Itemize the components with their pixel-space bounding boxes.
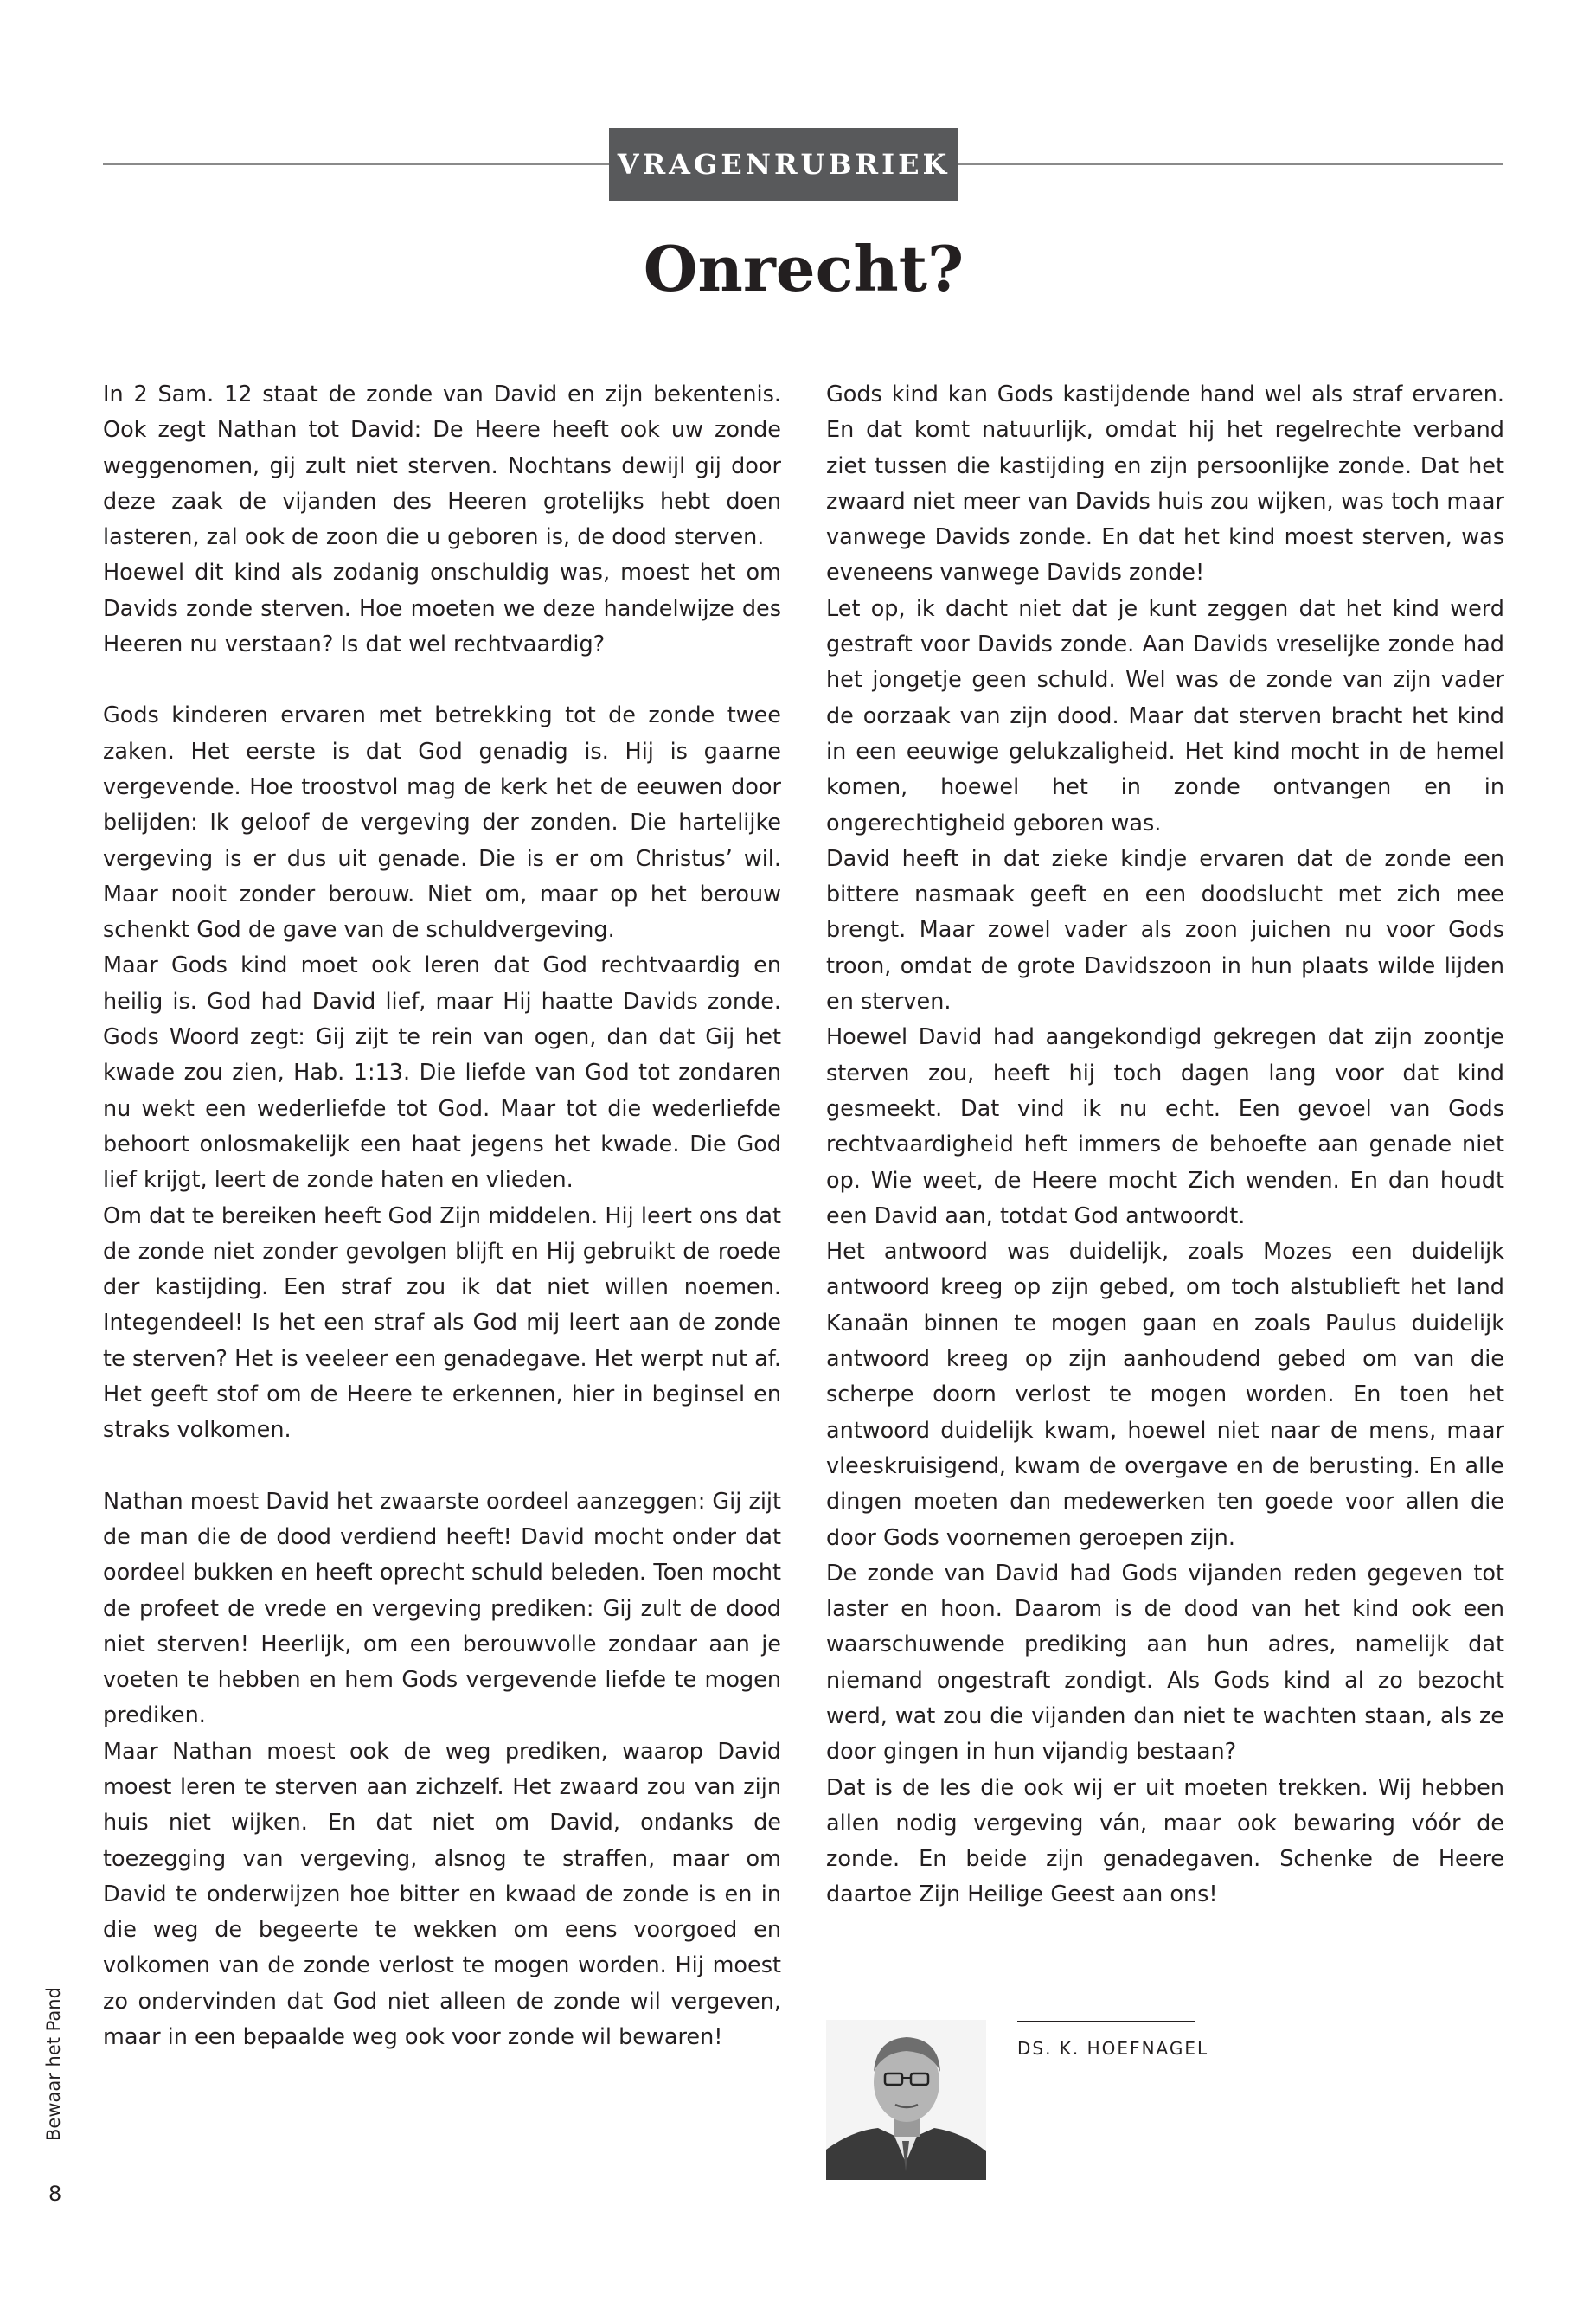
header-rule-right	[958, 163, 1503, 165]
paragraph: De zonde van David had Gods vijanden reden gegeven tot laster en hoon. Daarom is de dood van het kind ook een waarschuwende prediking aan hun adres, namelijk dat niemand ongestraft zondigt. Als Gods kind al zo bezocht werd, wat zou die vijanden dan niet te wachten staan, als ze door gingen in hun vijandig bestaan?	[826, 1560, 1504, 1766]
paragraph: Gods kind kan Gods kastijdende hand wel als straf ervaren. En dat komt natuurlijk, omdat hij het regelrechte verband ziet tussen die kastijding en zijn persoonlijke zonde. Dat het zwaard niet meer van Davids huis zou wijken, was toch maar vanwege Davids zonde. En dat het kind moest sterven, was eveneens vanwege Davids zonde!	[826, 381, 1504, 586]
header-rule-left	[103, 163, 609, 165]
paragraph: Maar Gods kind moet ook leren dat God rechtvaardig en heilig is. God had David lief, maar Hij haatte Davids zonde. Gods Woord zegt: Gij zijt te rein van ogen, dan dat Gij het kwade zou zien, Hab. 1:13. Die liefde van God tot zondaren nu wekt een wederliefde tot God. Maar tot die wederliefde behoort onlosmakelijk een haat jegens het kwade. Die God lief krijgt, leert de zonde haten en vlieden.	[103, 952, 781, 1194]
paragraph: Nathan moest David het zwaarste oordeel aanzeggen: Gij zijt de man die de dood verdiend heeft! David mocht onder dat oordeel bukken en heeft oprecht schuld beleden. Toen mocht de profeet de vrede en vergeving prediken: Gij zult de dood niet sterven! Heerlijk, om een berouwvolle zondaar aan je voeten te hebben en hem Gods vergevende liefde te mogen prediken.	[103, 1488, 782, 1729]
page-number: 8	[48, 2182, 62, 2206]
paragraph: Let op, ik dacht niet dat je kunt zeggen dat het kind werd gestraft voor Davids zonde. Aan Davids vreselijke zonde had het jongetje geen schuld. Wel was de zonde van zijn vader de oorzaak van zijn dood. Maar dat sterven bracht het kind in een eeuwige gelukzaligheid. Het kind mocht in de hemel komen, hoewel het in zonde ontvangen en in ongerechtigheid geboren was.	[826, 595, 1504, 836]
right-column	[826, 377, 1504, 1913]
signature-rule	[1017, 2021, 1195, 2022]
paragraph: In 2 Sam. 12 staat de zonde van David en zijn bekentenis. Ook zegt Nathan tot David: De Heere heeft ook uw zonde weggenomen, gij zult niet sterven. Nochtans dewijl gij door deze zaak de vijanden des Heeren grotelijks hebt doen lasteren, zal ook de zoon die u geboren is, de dood sterven.	[103, 381, 781, 551]
paragraph: Maar Nathan moest ook de weg prediken, waarop David moest leren te sterven aan zichzelf. Het zwaard zou van zijn huis niet wijken. En dat niet om David, ondanks de toezegging van vergeving, alsnog te straffen, maar om David te onderwijzen hoe bitter en kwaad de zonde is en in die weg de begeerte te wekken om eens voorgoed en volkomen van de zonde verlost te mogen worden. Hij moest zo ondervinden dat God niet alleen de zonde wil vergeven, maar in een bepaalde weg ook voor zonde wil bewaren!	[103, 1738, 781, 2051]
section-label-text: VRAGENRUBRIEK	[617, 148, 951, 181]
paragraph: Dat is de les die ook wij er uit moeten trekken. Wij hebben allen nodig vergeving ván, maar ook bewaring vóór de zonde. En beide zijn genadegaven. Schenke de Heere daartoe Zijn Heilige Geest aan ons!	[826, 1774, 1504, 1908]
paragraph: Gods kinderen ervaren met betrekking tot de zonde twee zaken. Het eerste is dat God genadig is. Hij is gaarne vergevende. Hoe troostvol mag de kerk het de eeuwen door belijden: Ik geloof de vergeving der zonden. Die hartelijke vergeving is er dus uit genade. Die is er om Christus’ wil. Maar nooit zonder berouw. Niet om, maar op het berouw schenkt God de gave van de schuldvergeving.	[103, 702, 781, 944]
author-signature: DS. K. HOEFNAGEL	[1017, 2038, 1209, 2059]
left-column	[103, 377, 781, 2055]
publication-name: Bewaar het Pand	[43, 1987, 64, 2141]
paragraph: Om dat te bereiken heeft God Zijn middelen. Hij leert ons dat de zonde niet zonder gevolgen blijft en Hij gebruikt de roede der kastijding. Een straf zou ik dat niet willen noemen. Integendeel! Is het een straf als God mij leert aan de zonde te sterven? Het is veeleer een genadegave. Het werpt nut af. Het geeft stof om de Heere te erkennen, hier in beginsel en straks volkomen.	[103, 1202, 781, 1444]
article-title: Onrecht?	[643, 232, 965, 305]
paragraph: Hoewel dit kind als zodanig onschuldig was, moest het om Davids zonde sterven. Hoe moeten we deze handelwijze des Heeren nu verstaan? Is dat wel rechtvaardig?	[103, 560, 781, 658]
section-label	[609, 128, 958, 201]
paragraph: Hoewel David had aangekondigd gekregen dat zijn zoontje sterven zou, heeft hij toch dagen lang voor dat kind gesmeekt. Dat vind ik nu echt. Een gevoel van Gods rechtvaardigheid heft immers de behoefte aan genade niet op. Wie weet, de Heere mocht Zich wenden. En dan houdt een David aan, totdat God antwoordt.	[826, 1024, 1504, 1229]
paragraph: David heeft in dat zieke kindje ervaren dat de zonde een bittere nasmaak geeft en een doodslucht met zich mee brengt. Maar zowel vader als zoon juichen nu voor Gods troon, omdat de grote Davidszoon in hun plaats wilde lijden en sterven.	[826, 845, 1504, 1016]
author-portrait	[826, 2020, 986, 2180]
paragraph: Het antwoord was duidelijk, zoals Mozes een duidelijk antwoord kreeg op zijn gebed, om toch alstublieft het land Kanaän binnen te mogen gaan en zoals Paulus duidelijk antwoord kreeg op zijn aanhoudend gebed om van die scherpe doorn verlost te mogen worden. En toen het antwoord duidelijk kwam, hoewel niet naar de mens, maar vleeskruisigend, kwam de overgave en de berusting. En alle dingen moeten dan medewerken ten goede voor allen die door Gods voornemen geroepen zijn.	[826, 1239, 1504, 1551]
